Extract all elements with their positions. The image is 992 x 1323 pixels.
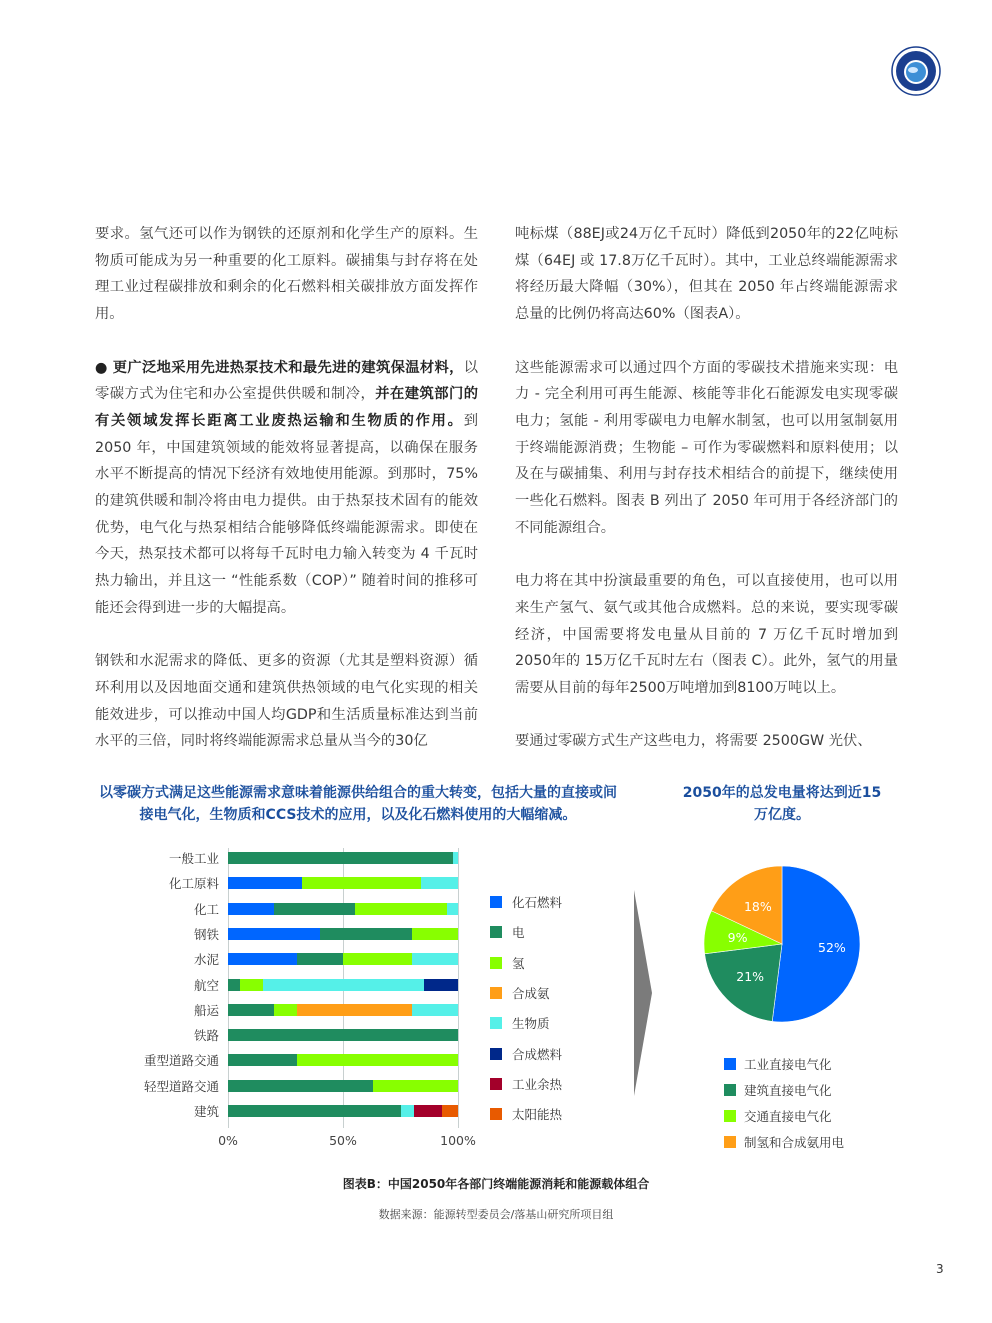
category-label: 重型道路交通 <box>143 1053 219 1069</box>
bar-segment <box>343 953 412 965</box>
legend-item <box>490 893 562 911</box>
paragraph: 要求。氢气还可以作为钢铁的还原剂和化学生产的原料。生物质可能成为另一种重要的化工原料。碳捕集与封存将在处理工业过程碳排放和剩余的化石燃料相关碳排放方面发挥作用。 <box>95 226 478 323</box>
bar-segment <box>228 1080 373 1092</box>
category-label: 化工原料 <box>168 876 219 892</box>
legend-label: 电 <box>512 925 525 941</box>
x-tick-label: 100% <box>440 1133 476 1148</box>
bar-segment <box>421 877 458 889</box>
bar-segment <box>228 852 453 864</box>
paragraph-bullet <box>95 355 478 622</box>
legend-swatch-icon <box>490 1017 502 1029</box>
page-number: 3 <box>936 1262 944 1276</box>
x-tick-label: 0% <box>218 1133 238 1148</box>
paragraph: 这些能源需求可以通过四个方面的零碳技术措施来实现：电力 - 完全利用可再生能源、核能等非化石能源发电实现零碳电力；氢能 - 利用零碳电力电解水制氢，也可以用氢制氨用于终端能源消费；生物能 – 可作为零碳燃料和原料使用；以及在与碳捕集、利用与封存技术相结合的前提下，继续使用一些化石燃料。图表 B 列出了 2050 年可用于各经济部门的不同能源组合。 <box>515 359 898 536</box>
legend-label: 交通直接电气化 <box>744 1109 832 1124</box>
legend-swatch-icon <box>490 957 502 969</box>
category-label: 一般工业 <box>168 851 219 866</box>
bar-segment <box>373 1080 458 1092</box>
bar-segment <box>297 1054 458 1066</box>
legend-item <box>490 1014 550 1032</box>
pie-slice <box>772 866 860 1022</box>
bar-segment <box>240 979 263 991</box>
gridline <box>458 848 459 1128</box>
bar-segment <box>228 1004 274 1016</box>
legend-item <box>490 984 550 1002</box>
bar-segment <box>274 1004 297 1016</box>
right-text-column <box>515 221 898 782</box>
category-label: 水泥 <box>193 952 219 968</box>
bar-segment <box>228 903 274 915</box>
bar-segment <box>442 1105 458 1117</box>
legend-label: 化石燃料 <box>512 895 563 910</box>
category-label: 航空 <box>193 977 219 993</box>
legend-swatch-icon <box>490 896 502 908</box>
bar-segment <box>228 953 297 965</box>
paragraph: 钢铁和水泥需求的降低、更多的资源（尤其是塑料资源）循环利用以及因地面交通和建筑供热领域的电气化实现的相关能效进步，可以推动中国人均GDP和生活质量标准达到当前水平的三倍，同时将终端能源需求总量从当今的30亿 <box>95 653 478 750</box>
legend-label: 合成氨 <box>512 985 550 1001</box>
category-label: 铁路 <box>193 1028 219 1044</box>
pie-data-label: 52% <box>818 940 846 956</box>
pie-legend-item <box>724 1107 832 1125</box>
pie-legend-item <box>724 1133 844 1151</box>
legend-item <box>490 954 525 972</box>
category-label: 化工 <box>193 901 219 917</box>
category-label: 船运 <box>193 1002 219 1018</box>
legend-label: 制氢和合成氨用电 <box>744 1135 845 1150</box>
bar-segment <box>228 1054 297 1066</box>
arrow-separator-icon <box>630 888 656 1098</box>
pie-legend-item <box>724 1055 832 1073</box>
paragraph: 要通过零碳方式生产这些电力，将需要 2500GW 光伏、 <box>515 733 872 750</box>
x-tick-label: 50% <box>329 1133 357 1148</box>
text: 以零碳方式为住宅和办公室提供供暖和制冷， <box>95 359 478 403</box>
legend-label: 氢 <box>512 955 525 971</box>
legend-item <box>490 1105 562 1123</box>
legend-swatch-icon <box>490 926 502 938</box>
figure-caption: 图表B：中国2050年各部门终端能源消耗和能源载体组合 <box>342 1177 650 1191</box>
bar-segment <box>228 1029 458 1041</box>
legend-swatch-icon <box>724 1084 736 1096</box>
bar-segment <box>297 953 343 965</box>
bar-segment <box>228 1105 401 1117</box>
bar-segment <box>453 852 458 864</box>
pie-legend-item <box>724 1081 832 1099</box>
paragraph: 电力将在其中扮演最重要的角色，可以直接使用，也可以用来生产氢气、氨气或其他合成燃料。总的来说，要实现零碳经济，中国需要将发电量从目前的 7 万亿千瓦时增加到 2050年的 15万亿千瓦时左右（图表 C）。此外，氢气的用量需要从目前的每年2500万吨增加到8100万吨以上。 <box>515 573 898 696</box>
bar-segment <box>447 903 459 915</box>
pie-data-label: 21% <box>736 968 765 984</box>
legend-swatch-icon <box>724 1136 736 1148</box>
bar-segment <box>263 979 424 991</box>
legend-swatch-icon <box>490 1048 502 1060</box>
category-label: 建筑 <box>193 1104 219 1119</box>
bar-segment <box>412 953 458 965</box>
legend-item <box>490 1075 562 1093</box>
text: 到 2050 年，中国建筑领域的能效将显著提高，以确保在服务水平不断提高的情况下经济有效地使用能源。到那时，75% 的建筑供暖和制冷将由电力提供。由于热泵技术固有的能效优势，电气化与热泵相结合能够降低终端能源需求。即使在今天，热泵技术都可以将每千瓦时电力输入转变为 4 千瓦时热力输出，并且这一 “性能系数（COP）” 随着时间的推移可能还会得到进一步的大幅提高。 <box>95 412 478 616</box>
rmi-logo-icon <box>891 46 941 96</box>
legend-swatch-icon <box>490 987 502 999</box>
bar-segment <box>320 928 412 940</box>
bar-segment <box>401 1105 415 1117</box>
legend-label: 工业余热 <box>512 1076 563 1092</box>
pie-data-label: 18% <box>743 899 772 915</box>
bar-segment <box>355 903 447 915</box>
pie-chart <box>700 862 864 1026</box>
legend-item <box>490 1045 562 1063</box>
legend-swatch-icon <box>724 1058 736 1070</box>
legend-swatch-icon <box>724 1110 736 1122</box>
bar-segment <box>228 979 240 991</box>
bar-segment <box>228 928 320 940</box>
bold-text: 并在建筑部门的有关领域发挥长距离工业废热运输和生物质的作用。 <box>95 386 479 429</box>
bar-segment <box>412 928 458 940</box>
bar-segment <box>414 1105 442 1117</box>
category-label: 钢铁 <box>193 926 219 942</box>
pie-data-label: 9% <box>727 929 748 945</box>
pie-chart-title: 2050年的总发电量将达到近15万亿度。 <box>682 785 882 823</box>
bar-chart-title: 以零碳方式满足这些能源需求意味着能源供给组合的重大转变，包括大量的直接或间接电气化，生物质和CCS技术的应用，以及化石燃料使用的大幅缩减。 <box>99 785 617 823</box>
legend-label: 太阳能热 <box>512 1107 563 1123</box>
bar-segment <box>424 979 459 991</box>
category-label: 轻型道路交通 <box>143 1078 219 1094</box>
legend-label: 合成燃料 <box>512 1046 563 1062</box>
paragraph: 吨标煤（88EJ或24万亿千瓦时）降低到2050年的22亿吨标煤（64EJ 或 17.8万亿千瓦时）。其中，工业总终端能源需求将经历最大降幅（30%），但其在 2050 年占终端能源需求总量的比例仍将高达60%（图表A）。 <box>515 226 898 323</box>
legend-swatch-icon <box>490 1108 502 1120</box>
bar-segment <box>228 877 302 889</box>
legend-swatch-icon <box>490 1078 502 1090</box>
bold-text: 更广泛地采用先进热泵技术和最先进的建筑保温材料， <box>112 359 464 376</box>
legend-label: 工业直接电气化 <box>744 1057 832 1072</box>
legend-label: 建筑直接电气化 <box>744 1083 832 1098</box>
bar-segment <box>412 1004 458 1016</box>
bullet-icon: ● <box>95 359 108 376</box>
bar-segment <box>274 903 355 915</box>
legend-item <box>490 923 525 941</box>
figure-source: 数据来源：能源转型委员会/落基山研究所项目组 <box>378 1208 614 1221</box>
legend-label: 生物质 <box>512 1016 550 1032</box>
left-text-column <box>95 221 478 782</box>
bar-segment <box>302 877 422 889</box>
bar-segment <box>297 1004 412 1016</box>
